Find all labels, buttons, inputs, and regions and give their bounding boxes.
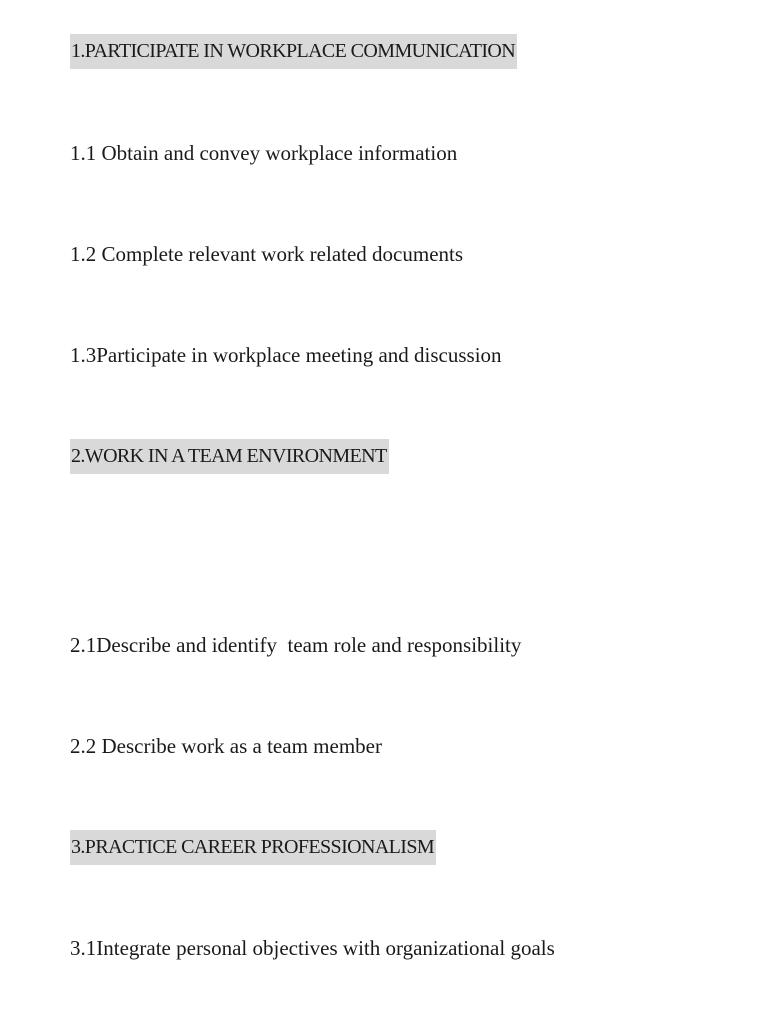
list-item: 2.1Describe and identify team role and responsibility: [70, 633, 522, 657]
list-item: 1.1 Obtain and convey workplace information: [70, 141, 458, 165]
section-heading: 2.WORK IN A TEAM ENVIRONMENT: [70, 439, 389, 474]
list-item: 2.2 Describe work as a team member: [70, 734, 382, 758]
list-item: 3.1Integrate personal objectives with organizational goals: [70, 936, 555, 960]
list-item: 1.3Participate in workplace meeting and discussion: [70, 343, 502, 367]
list-item: 1.2 Complete relevant work related documents: [70, 242, 464, 266]
section-heading: 3.PRACTICE CAREER PROFESSIONALISM: [70, 830, 436, 865]
section-heading: 1.PARTICIPATE IN WORKPLACE COMMUNICATION: [70, 34, 517, 69]
